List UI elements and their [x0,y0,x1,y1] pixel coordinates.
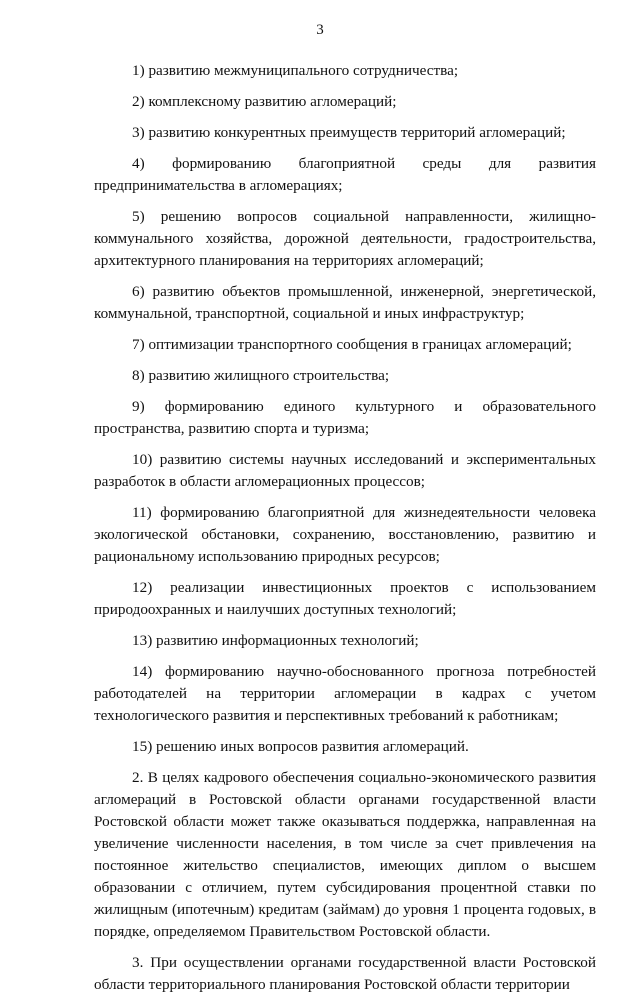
list-item-4: 4) формированию благоприятной среды для развития предпринимательства в агломерациях; [94,155,596,194]
list-item-3: 3) развитию конкурентных преимуществ территорий агломераций; [132,124,566,141]
document-body [94,60,596,1005]
list-item-7: 7) оптимизации транспортного сообщения в границах агломераций; [132,336,572,353]
list-item-14: 14) формированию научно-обоснованного прогноза потребностей работодателей на территории агломерации в кадрах с учетом технологического развития и перспективных требований к работникам; [94,663,596,724]
list-item-6: 6) развитию объектов промышленной, инженерной, энергетической, коммунальной, транспортной, социальной и иных инфраструктур; [94,283,596,322]
page-number: 3 [316,22,324,38]
section-2-paragraph: 2. В целях кадрового обеспечения социально-экономического развития агломераций в Ростовской области органами государственной власти Ростовской области может также оказываться поддержка, направленная на увеличение численности населения, в том числе за счет привлечения на постоянное жительство специалистов, имеющих диплом о высшем образовании с отличием, путем субсидирования процентной ставки по жилищным (ипотечным) кредитам (займам) до уровня 1 процента годовых, в порядке, определяемом Правительством Ростовской области. [94,769,596,940]
list-item-11: 11) формированию благоприятной для жизнедеятельности человека экологической обстановки, сохранению, восстановлению, развитию и рациональному использованию природных ресурсов; [94,504,596,565]
list-item-2: 2) комплексному развитию агломераций; [132,93,397,110]
list-item-8: 8) развитию жилищного строительства; [132,367,390,384]
list-item-5: 5) решению вопросов социальной направленности, жилищно-коммунального хозяйства, дорожной деятельности, градостроительства, архитектурного планирования на территориях агломераций; [94,208,596,269]
list-item-1: 1) развитию межмуниципального сотрудничества; [132,62,459,79]
list-item-12: 12) реализации инвестиционных проектов с использованием природоохранных и наилучших доступных технологий; [94,579,596,618]
list-item-13: 13) развитию информационных технологий; [132,632,419,649]
section-3-paragraph: 3. При осуществлении органами государственной власти Ростовской области территориального планирования Ростовской области территории [94,954,596,993]
list-item-15: 15) решению иных вопросов развития агломераций. [132,738,469,755]
list-item-9: 9) формированию единого культурного и образовательного пространства, развитию спорта и туризма; [94,398,596,437]
list-item-10: 10) развитию системы научных исследований и экспериментальных разработок в области агломерационных процессов; [94,451,596,490]
